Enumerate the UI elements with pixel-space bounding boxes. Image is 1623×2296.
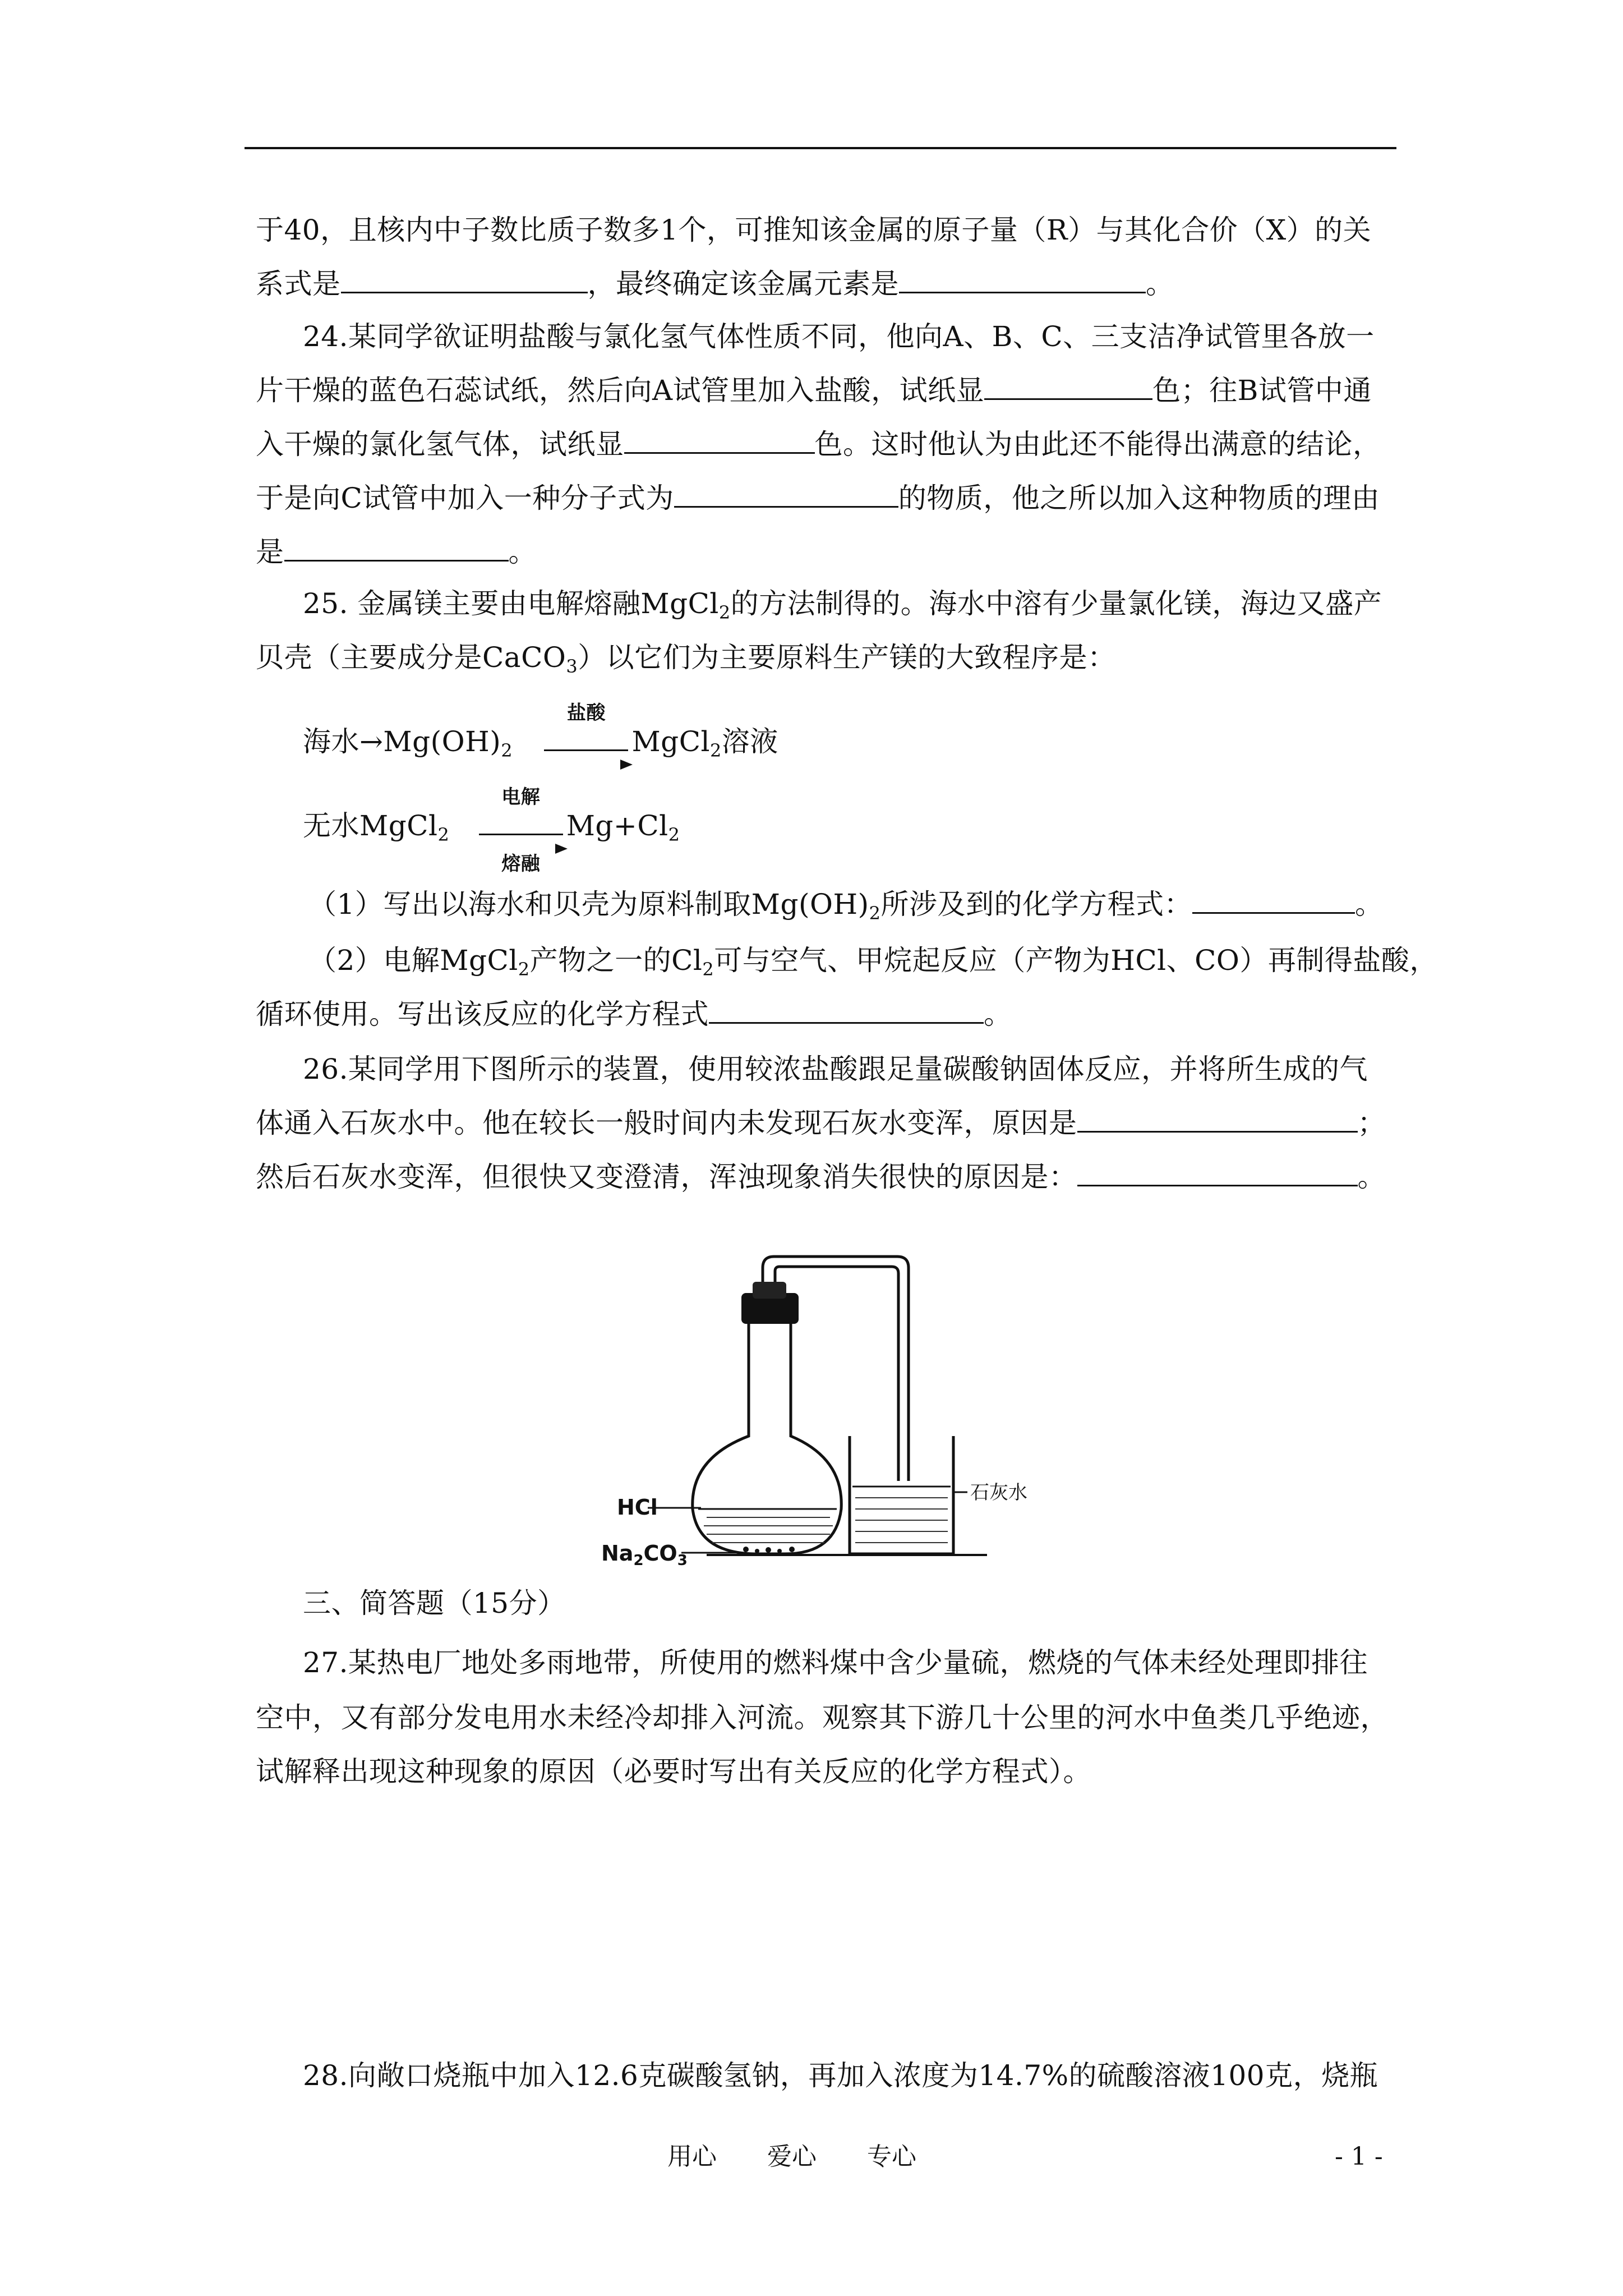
label-limewater: 石灰水 (970, 1481, 1027, 1504)
q27-line-2: 空中，又有部分发电用水未经冷却排入河流。观察其下游几十公里的河水中鱼类几乎绝迹， (256, 1701, 1389, 1734)
q23-line-2: 系式是 ，最终确定该金属元素是 。 (256, 266, 1396, 302)
section-heading: 三、简答题（15分） (303, 1587, 566, 1619)
flow-step-2: 无水MgCl$_2$ 电解 熔融 $Mg+Cl_2$ (303, 786, 680, 875)
q26-line-2: 体通入石灰水中。他在较长一般时间内未发现石灰水变浑，原因是 ； (256, 1105, 1396, 1141)
q25-line-1: 25. 金属镁主要由电解熔融MgCl$_2$的方法制得的。海水中溶有少量氯化镁，海边又盛产 (303, 587, 1382, 623)
arrow-right-icon: → (359, 725, 384, 758)
apparatus-figure (594, 1234, 1043, 1576)
label-na2co3: $Na_2CO_3$ (601, 1541, 688, 1569)
q24-line-4: 于是向C试管中加入一种分子式为 的物质，他之所以加入这种物质的理由 (256, 480, 1396, 516)
answer-blank[interactable] (1077, 1159, 1358, 1186)
answer-blank[interactable] (624, 426, 815, 454)
answer-blank[interactable] (674, 480, 898, 508)
q24-line-2: 片干燥的蓝色石蕊试纸，然后向A试管里加入盐酸，试纸显 色；往B试管中通 (256, 372, 1396, 408)
q24-line-3: 入干燥的氯化氢气体，试纸显 色。这时他认为由此还不能得出满意的结论， (256, 426, 1396, 462)
q23-line-1: 于40，且核内中子数比质子数多1个，可推知该金属的原子量（R）与其化合价（X）的关 (256, 214, 1372, 246)
footer-motto-2: 爱心 (767, 2142, 817, 2171)
flask-beaker-diagram (594, 1234, 1043, 1576)
answer-blank[interactable] (1192, 886, 1355, 914)
q26-line-1: 26.某同学用下图所示的装置，使用较浓盐酸跟足量碳酸钠固体反应，并将所生成的气 (303, 1053, 1368, 1085)
answer-blank[interactable] (984, 372, 1152, 400)
q25-sub-2: （2）电解MgCl$_2$产物之一的$Cl_2$可与空气、甲烷起反应（产物为HCl、CO）再制得盐酸， (308, 944, 1438, 980)
q24-line-5: 是 。 (256, 534, 1396, 570)
q27-line-1: 27.某热电厂地处多雨地带，所使用的燃料煤中含少量硫，燃烧的气体未经处理即排往 (303, 1646, 1368, 1679)
flow-step-1: 海水$\to Mg(OH)_2$ 盐酸 MgCl$_2$溶液 (303, 724, 1396, 760)
footer-motto-3: 专心 (867, 2142, 916, 2171)
reaction-arrow-icon: 电解 熔融 (479, 834, 563, 835)
footer-motto-1: 用心 (667, 2142, 717, 2171)
q25-sub-1: （1）写出以海水和贝壳为原料制取$Mg(OH)_2$所涉及到的化学方程式： 。 (308, 886, 1402, 922)
q27-line-3: 试解释出现这种现象的原因（必要时写出有关反应的化学方程式）。 (256, 1755, 1091, 1788)
q25-line-2: 贝壳（主要成分是CaCO$_3$）以它们为主要原料生产镁的大致程序是： (256, 641, 1116, 677)
q24-line-1: 24.某同学欲证明盐酸与氯化氢气体性质不同，他向A、B、C、三支洁净试管里各放一 (303, 320, 1375, 353)
flask-outline (693, 1324, 841, 1554)
answer-blank[interactable] (709, 996, 984, 1024)
page-number: - 1 - (1335, 2142, 1383, 2171)
answer-blank[interactable] (1077, 1105, 1358, 1133)
beaker-outline (850, 1436, 953, 1554)
answer-blank[interactable] (899, 266, 1146, 293)
answer-blank[interactable] (284, 534, 509, 562)
label-hcl: HCl (617, 1495, 658, 1520)
reaction-arrow-icon: 盐酸 (544, 749, 628, 751)
answer-blank[interactable] (341, 266, 588, 293)
header-rule (245, 147, 1396, 149)
q26-line-3: 然后石灰水变浑，但很快又变澄清，浑浊现象消失很快的原因是： 。 (256, 1159, 1396, 1195)
q25-sub-2-line-2: 循环使用。写出该反应的化学方程式 。 (256, 996, 1396, 1032)
q28-line-1: 28.向敞口烧瓶中加入12.6克碳酸氢钠，再加入浓度为14.7%的硫酸溶液100克，烧瓶 (303, 2059, 1378, 2092)
